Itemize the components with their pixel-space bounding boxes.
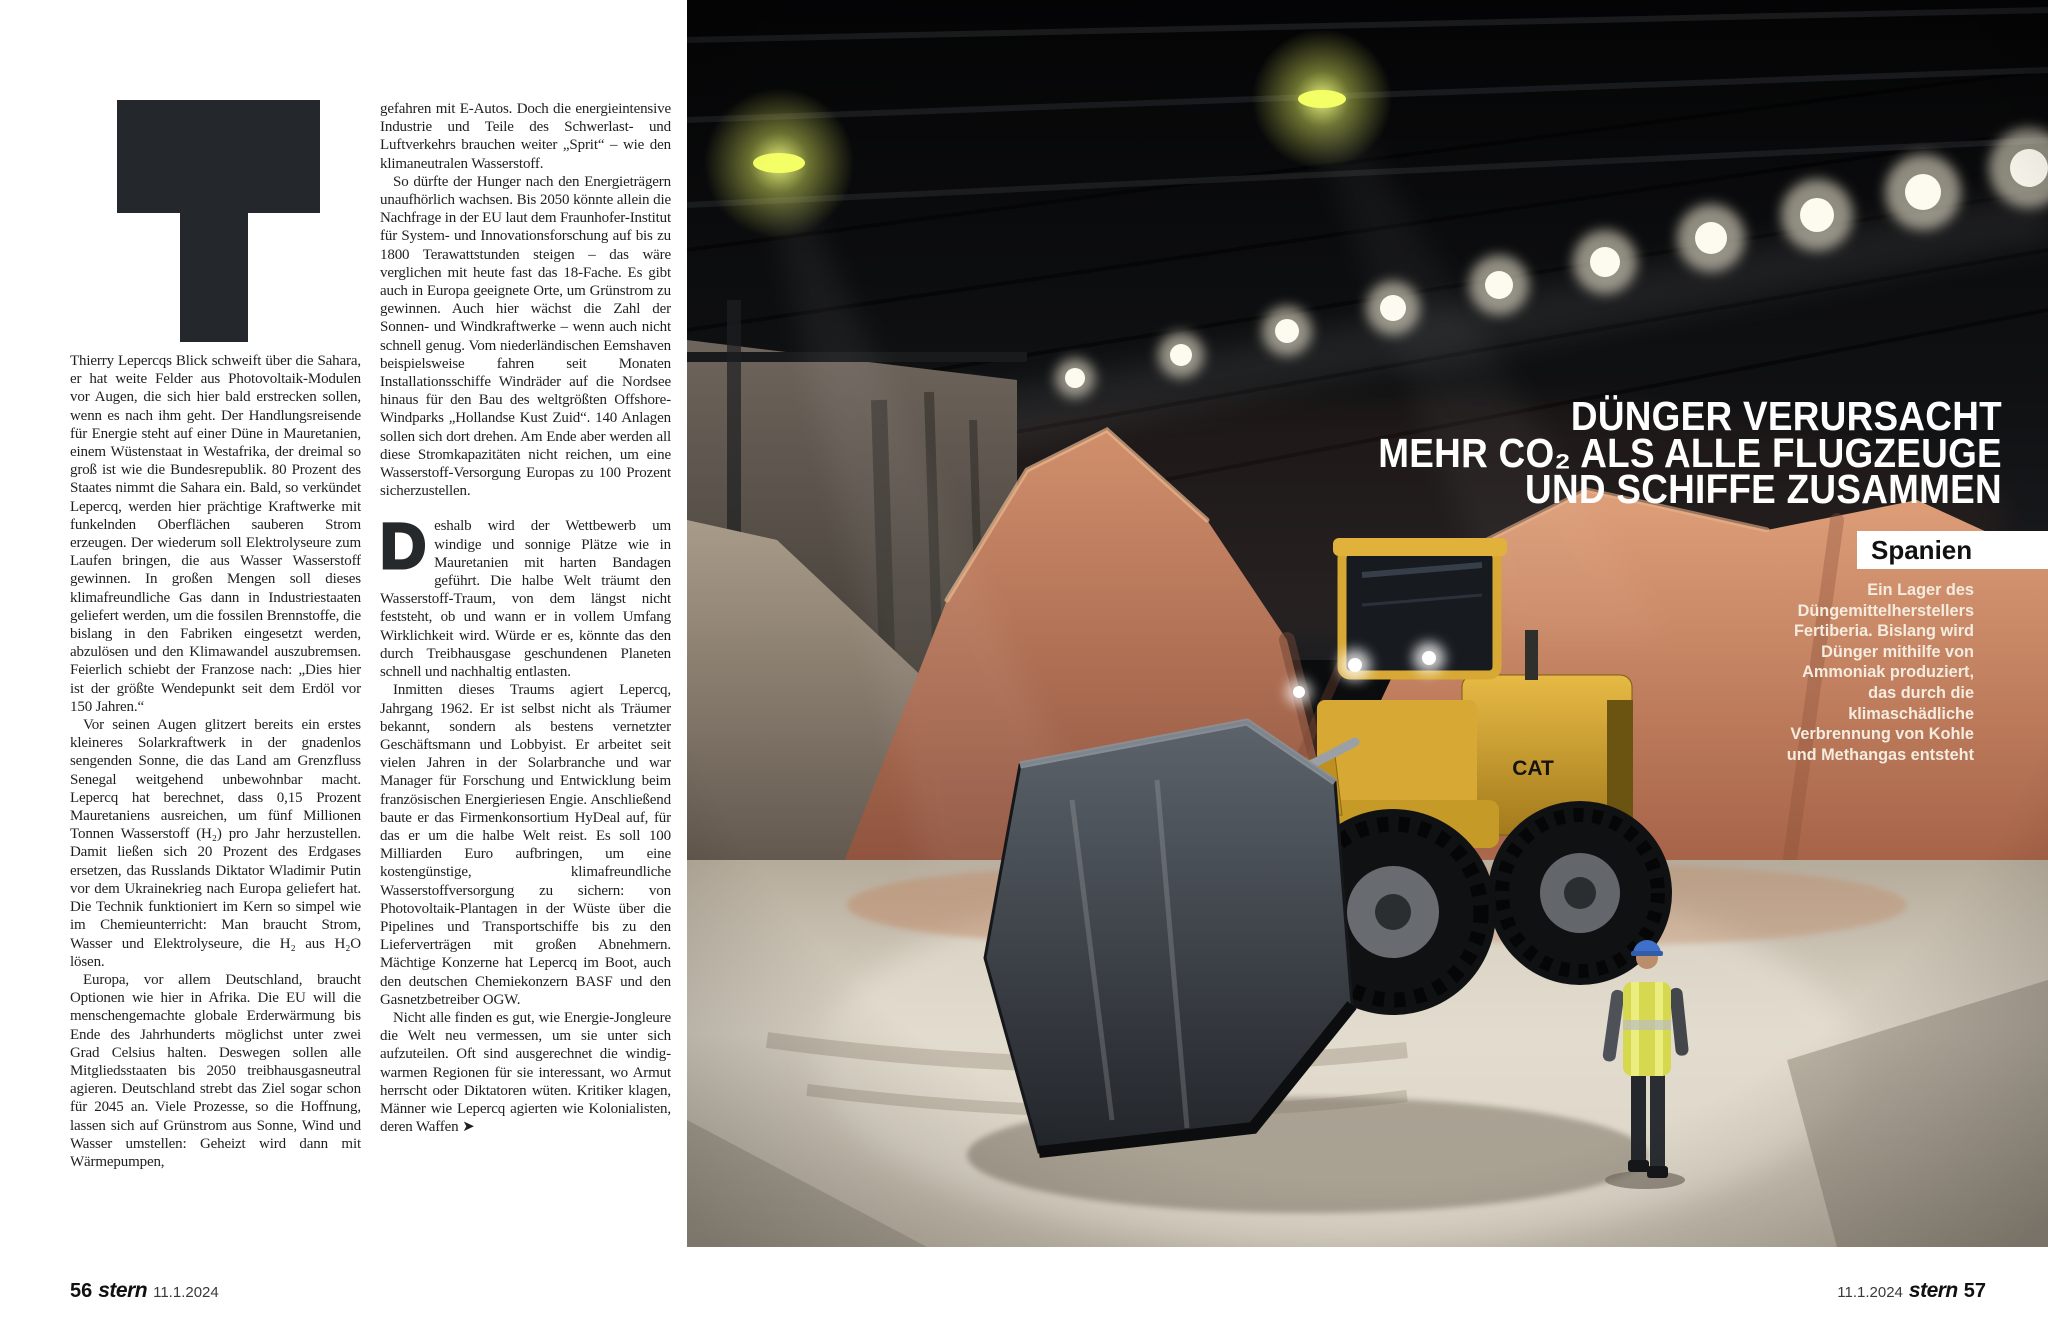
issue-date-right: 11.1.2024 [1837, 1284, 1903, 1301]
footer-right [1837, 1279, 1986, 1303]
photo-headline [1378, 393, 2002, 512]
kicker-box [1857, 531, 2048, 569]
photo-caption: Ein Lager des Düngemittelherstellers Fertiberia. Bislang wird Dünger mithilfe von Ammoniak produziert, das durch die klimaschädliche Verbrennung von Kohle und Methangas entsteht [1786, 581, 1974, 764]
body-paragraph: Nicht alle finden es gut, wie Energie-Jongleure die Welt neu vermessen, um sie unter sich aufzuteilen. Oft sind ausgerechnet die windig-warmen Regionen für sie interessant, wo Armut herrscht oder Diktatoren wüten. Kritiker klagen, Männer wie Lepercq agierten wie Kolonialisten, deren Waffen ➤ [380, 1009, 671, 1136]
brand-logo: stern [98, 1279, 148, 1302]
page-number-left: 56 [70, 1280, 93, 1302]
brand-logo: stern [1908, 1279, 1958, 1302]
headline-line: DÜNGER VERURSACHT [1570, 393, 2002, 439]
body-paragraph: Inmitten dieses Traums agiert Lepercq, Jahrgang 1962. Er ist selbst nicht als Träumer bekannt, sondern als bestens vernetzter Geschäftsmann und Lobbyist. Er arbeitet seit vielen Jahren in der Solarbranche und war Manager für Forschung und Entwicklung beim französischen Energieriesen Engie. Anschließend baute er das Firmenkonsortium HyDeal auf, für das er um die halbe Welt reist. Es soll 100 Milliarden Euro aufbringen, um eine kostengünstige, klimafreundliche Wasserstoffversorgung zu sichern: von Photovoltaik-Plantagen in der Wüste über die Pipelines und Transportschiffe bis zu den Lieferverträgen mit großen Abnehmern. Mächtige Konzerne hat Lepercq im Boot, auch den deutschen Chemiekonzern BASF und den Gasnetzbetreiber OGW. [380, 682, 671, 1008]
dropcap-d: D [380, 510, 427, 583]
body-paragraph-dropcap [380, 510, 671, 681]
headline-line: MEHR CO₂ ALS ALLE FLUGZEUGE [1378, 429, 2002, 476]
body-paragraph: Europa, vor allem Deutschland, braucht Optionen wie hier in Afrika. Die EU will die menschengemachte globale Erderwärmung bis Ende des Jahrhunderts möglichst unter zwei Grad Celsius halten. Deswegen sollen alle Mitgliedsstaaten bis 2050 treibhausgasneutral agieren. Deutschland strebt das Ziel sogar schon für 2045 an. Viele Prozesse, so die Hoffnung, lassen sich auf Grünstrom aus Sonne, Wind und Wasser umstellen: Geheizt wird dann mit Wärmepumpen, [70, 971, 361, 1170]
issue-date-left: 11.1.2024 [153, 1284, 219, 1301]
feature-photo [687, 0, 2048, 1247]
body-paragraph: Vor seinen Augen glitzert bereits ein erstes kleineres Solarkraftwerk in der gnadenlos sengenden Sonne, die das Land am Grenzfluss Senegal weitgehend unbewohnbar macht. Lepercq hat berechnet, dass 0,15 Prozent Mauretaniens ausreichen, um fünf Millionen Tonnen Wasserstoff (H₂) pro Jahr herzustellen. Damit ließen sich 20 Prozent des Erdgases ersetzen, das Russlands Diktator Wladimir Putin vor dem Ukrainekrieg nach Europa geliefert hat. Die Technik funktioniert im Kern so simpel wie im Chemieunterricht: Man braucht Strom, Wasser und Elektrolyseure, die H₂ aus H₂O lösen. [70, 717, 361, 970]
body-paragraph: gefahren mit E-Autos. Doch die energieintensive Industrie und Teile des Schwerlast- und Luftverkehrs brauchen weiter „Sprit“ – wie den klimaneutralen Wasserstoff. [380, 101, 671, 172]
body-paragraph: So dürfte der Hunger nach den Energieträgern unaufhörlich wachsen. Bis 2050 könnte allein die Nachfrage in der EU laut dem Fraunhofer-Institut für System- und Innovationsforschung auf bis zu 1800 Terawattstunden steigen – das wäre verglichen mit heute fast das 18-Fache. Es gibt auch in Europa geeignete Orte, um Grünstrom zu gewinnen. Auch hier wächst die Zahl der Sonnen- und Windkraftwerke – wenn auch nicht schnell genug. Vom niederländischen Eemshaven beispielsweise fahren seit Monaten Installationsschiffe Windräder auf die Nordsee hinaus für den Bau des weltgrößten Offshore-Windparks „Hollandse Kust Zuid“. 140 Anlagen sollen sich dort drehen. Am Ende aber werden all diese Stromkapazitäten nicht reichen, um eine Wasserstoff-Versorgung Europas zu 100 Prozent sicherzustellen. [380, 173, 671, 500]
text-column-1 [70, 352, 361, 1171]
page-number-right: 57 [1963, 1280, 1986, 1302]
kicker-label: Spanien [1871, 535, 1973, 565]
footer-left [70, 1279, 219, 1303]
text-column-2 [380, 100, 671, 1136]
body-paragraph: Thierry Lepercqs Blick schweift über die Sahara, er hat weite Felder aus Photovoltaik-Modulen vor Augen, die sich hier bald erstrecken sollen, wenn es nach ihm geht. Der Handlungsreisende für Energie steht auf einer Düne in Mauretanien, einem Wüstenstaat in Westafrika, der dreimal so groß ist wie die Bundesrepublik. 80 Prozent des Staates nimmt die Sahara ein. Bald, so verkündet Lepercq, werden hier prächtige Kraftwerke mit funkelnden Oberflächen sauberen Strom erzeugen. Der wiederum soll Elektrolyseure zum Laufen bringen, die aus Wasser Wasserstoff gewinnen. In großen Mengen soll dieses klimafreundliche Gas dann in Industriestaaten geliefert werden, um die fossilen Brennstoffe, die bislang in den Fabriken eingesetzt werden, abzulösen und den Klimawandel auszubremsen. Feierlich schiebt der Franzose nach: „Dies hier ist der größte Wendepunkt seit dem Erdöl vor 150 Jahren.“ [70, 353, 361, 715]
body-paragraph-text: eshalb wird der Wettbewerb um windige und sonnige Plätze wie in Mauretanien mit harten Bandagen geführt. Die halbe Welt träumt den Wasserstoff-Traum, von dem längst nicht feststeht, ob und wann er in vollem Umfang Wirklichkeit wird. Würde er es, könnte das den durch Treibhausgase geschundenen Planeten schnell und nachhaltig entlasten. [380, 518, 671, 681]
dropcap-t-stem [180, 100, 248, 342]
headline-line: UND SCHIFFE ZUSAMMEN [1525, 466, 2002, 512]
dropcap-t-letter [0, 0, 1, 1]
